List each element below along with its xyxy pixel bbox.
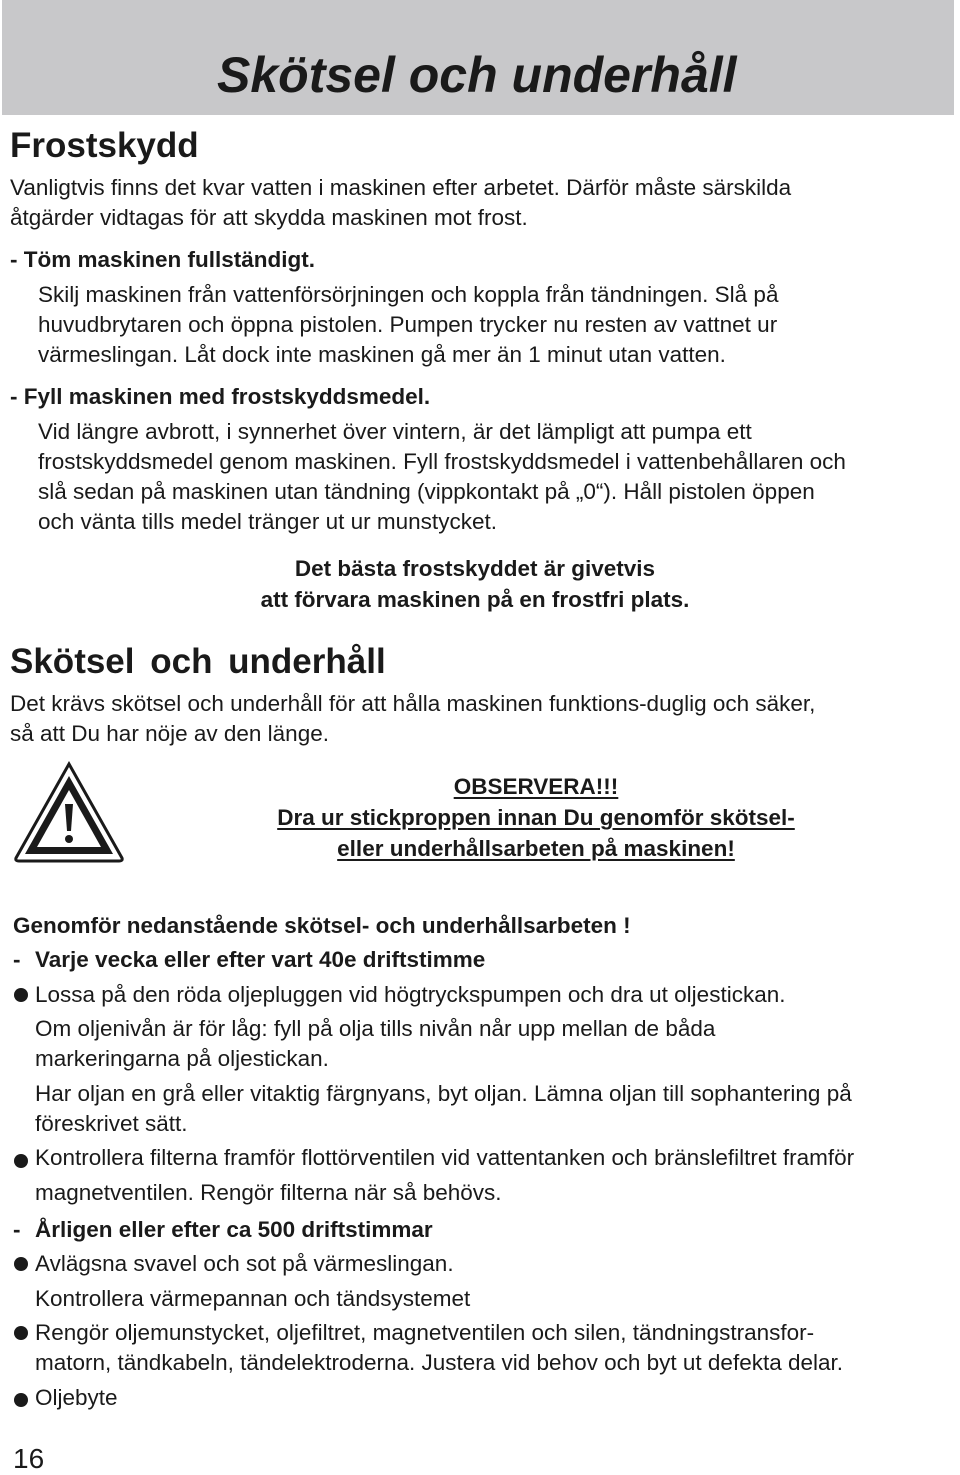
weekly-dash: -	[13, 947, 21, 972]
yearly-dash: -	[13, 1217, 21, 1242]
weekly-item-2-line-2: magnetventilen. Rengör filterna när så behövs.	[35, 1180, 502, 1205]
frost-tip-line-2: att förvara maskinen på en frostfri plats.	[260, 587, 690, 612]
yearly-title: Årligen eller efter ca 500 driftstimmar	[35, 1217, 433, 1242]
weekly-item-1-line-3: markeringarna på oljestickan.	[35, 1046, 329, 1071]
page-number: 16	[13, 1443, 45, 1474]
frost-intro-line-1: Vanligtvis finns det kvar vatten i maskinen efter arbetet. Därför måste särskilda	[10, 175, 792, 200]
tasks-heading: Genomför nedanstående skötsel- och underhållsarbeten !	[13, 913, 631, 938]
frost-step1-line-2: huvudbrytaren och öppna pistolen. Pumpen trycker nu resten av vattnet ur	[38, 312, 778, 337]
frost-step1-line-1: Skilj maskinen från vattenförsörjningen och koppla från tändningen. Slå på	[38, 282, 779, 307]
frost-tip-line-1: Det bästa frostskyddet är givetvis	[294, 556, 656, 581]
yearly-item-1: Avlägsna svavel och sot på värmeslingan.	[35, 1251, 454, 1276]
care-intro-line-2: så att Du har nöje av den länge.	[10, 721, 329, 746]
yearly-item-3: Oljebyte	[35, 1385, 118, 1410]
care-intro-line-1: Det krävs skötsel och underhåll för att hålla maskinen funktions-duglig och säker,	[10, 691, 816, 716]
frost-intro-line-2: åtgärder vidtagas för att skydda maskinen mot frost.	[10, 205, 528, 230]
header-title: Skötsel och underhåll	[217, 47, 737, 103]
weekly-item-1-line-4: Har oljan en grå eller vitaktig färgnyans, byt oljan. Lämna oljan till sophantering på	[35, 1081, 852, 1106]
weekly-item-1: Lossa på den röda oljepluggen vid högtryckspumpen och dra ut oljestickan.	[35, 982, 786, 1007]
frost-step2-line-1: Vid längre avbrott, i synnerhet över vintern, är det lämpligt att pumpa ett	[38, 419, 752, 444]
frost-step2-title: - Fyll maskinen med frostskyddsmedel.	[10, 384, 431, 409]
yearly-item-2-line-2: matorn, tändkabeln, tändelektroderna. Justera vid behov och byt ut defekta delar.	[35, 1350, 844, 1375]
bullet-dot	[14, 1393, 28, 1407]
frost-heading: Frostskydd	[10, 126, 199, 165]
warning-line-2: eller underhållsarbeten på maskinen!	[337, 836, 735, 861]
yearly-item-1-line-2: Kontrollera värmepannan och tändsystemet	[35, 1286, 471, 1311]
bullet-dot	[14, 1257, 28, 1271]
care-heading: Skötsel och underhåll	[10, 642, 386, 681]
weekly-item-2: Kontrollera filterna framför flottörventilen vid vattentanken och bränslefiltret framför	[35, 1145, 855, 1170]
frost-step2-line-3: slå sedan på maskinen utan tändning (vippkontakt på „0“). Håll pistolen öppen	[38, 479, 815, 504]
weekly-title: Varje vecka eller efter vart 40e driftstimme	[35, 947, 486, 972]
warning-title: OBSERVERA!!!	[453, 774, 619, 799]
bullet-dot	[14, 988, 28, 1002]
bullet-dot	[14, 1154, 28, 1168]
frost-step2-line-4: och vänta tills medel tränger ut ur munstycket.	[38, 509, 497, 534]
header-band	[2, 0, 954, 115]
weekly-item-1-line-2: Om oljenivån är för låg: fyll på olja tills nivån når upp mellan de båda	[35, 1016, 716, 1041]
warning-line-1: Dra ur stickproppen innan Du genomför skötsel-	[277, 805, 795, 830]
frost-step1-line-3: värmeslingan. Låt dock inte maskinen gå mer än 1 minut utan vatten.	[38, 342, 726, 367]
weekly-item-1-line-5: föreskrivet sätt.	[35, 1111, 188, 1136]
bullet-dot	[14, 1326, 28, 1340]
yearly-item-2: Rengör oljemunstycket, oljefiltret, magnetventilen och silen, tändningstransfor-	[35, 1320, 815, 1345]
frost-step1-title: - Töm maskinen fullständigt.	[10, 247, 316, 272]
frost-step2-line-2: frostskyddsmedel genom maskinen. Fyll frostskyddsmedel i vattenbehållaren och	[38, 449, 846, 474]
warning-triangle-icon	[12, 760, 126, 864]
